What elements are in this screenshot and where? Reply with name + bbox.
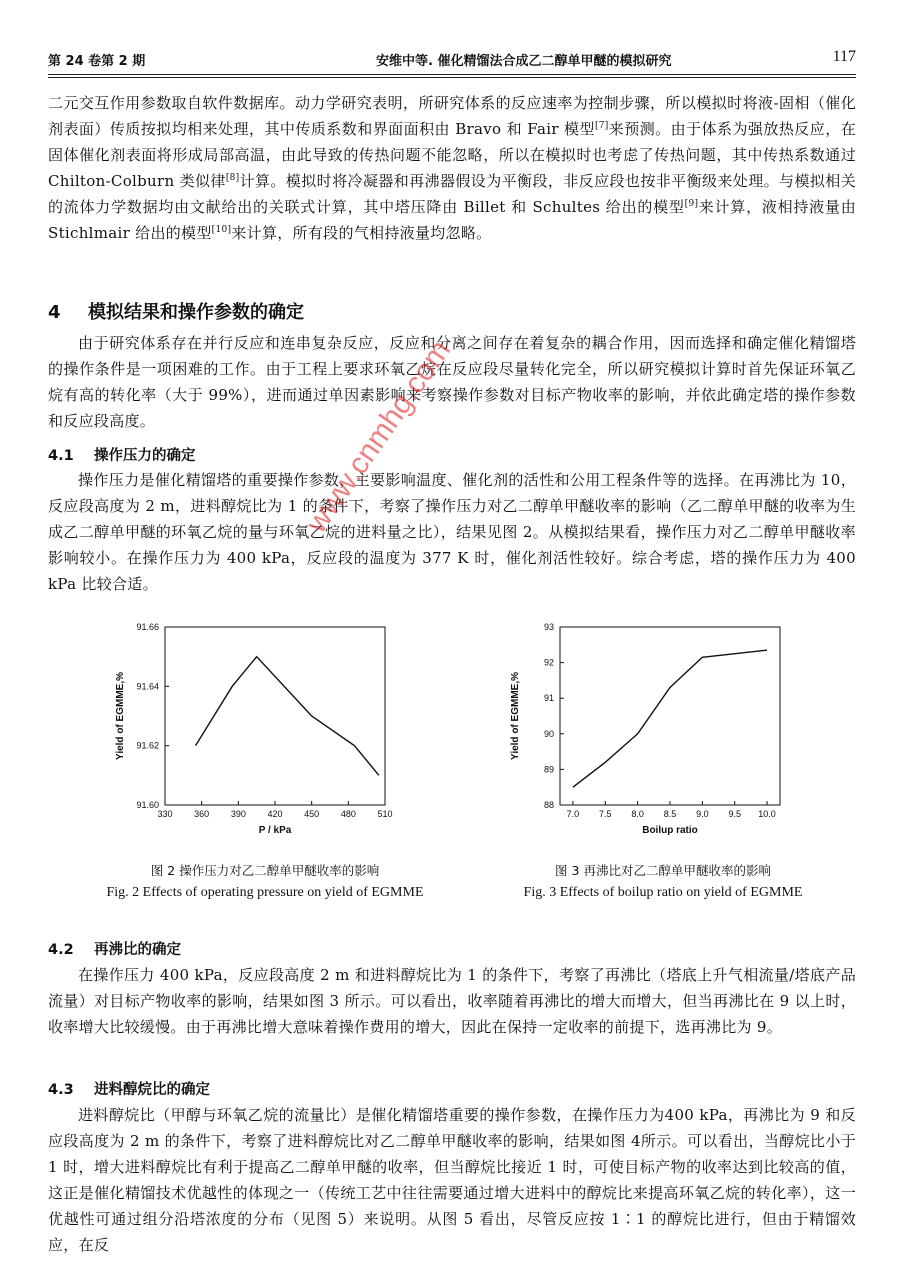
section-4-1-number: 4.1 — [48, 448, 74, 464]
series-line — [573, 650, 767, 787]
section-4-heading — [48, 298, 304, 324]
y-tick-label: 91.60 — [136, 800, 159, 810]
intro-text-e: 来计算，所有段的气相持液量均忽略。 — [231, 224, 492, 242]
x-tick-label: 8.0 — [631, 809, 644, 819]
figure-3-chart — [500, 615, 800, 849]
y-axis-label: Yield of EGMME,% — [115, 672, 126, 760]
figure-2-caption — [60, 860, 470, 904]
y-axis-label: Yield of EGMME,% — [510, 672, 521, 760]
section-4-body — [48, 330, 856, 434]
page-number: 117 — [832, 48, 856, 65]
header-rule — [48, 74, 856, 75]
section-4-3-text: 进料醇烷比（甲醇与环氧乙烷的流量比）是催化精馏塔重要的操作参数，在操作压力为400 kPa，再沸比为 9 和反应段高度为 2 m 的条件下，考察了进料醇烷比对乙二醇单甲醚收率的影响，结果如图 4所示。可以看出，当醇烷比小于 1 时，增大进料醇烷比有利于提高乙二醇单甲醚的收率，但当醇烷比接近 1 时，可使目标产物的收率达到比较高的值，这正是催化精馏技术优越性的体现之一（传统工艺中往往需要通过增大进料中的醇烷比来提高环氧乙烷的转化率），这一优越性可通过组分沿塔浓度的分布（见图 5）来说明。从图 5 看出，尽管反应按 1∶1 的醇烷比进行，但由于精馏效应，在反 — [48, 1106, 856, 1254]
y-tick-label: 90 — [543, 728, 554, 739]
x-tick-label: 390 — [230, 809, 246, 819]
y-tick-label: 91.62 — [136, 740, 159, 751]
watermark: www.cnmhg.com — [300, 334, 458, 539]
figure-3-svg — [500, 615, 800, 845]
figure-2-caption-en: Fig. 2 Effects of operating pressure on yield of EGMME — [106, 885, 424, 900]
figure-2-caption-cn: 图 2 操作压力对乙二醇单甲醚收率的影响 — [150, 863, 380, 878]
figure-2-chart — [105, 615, 405, 849]
figure-3-caption — [478, 860, 848, 904]
intro-text-d: 来计算，液相持液量由 Stichlmair 给出的模型 — [48, 198, 856, 242]
y-tick-label: 92 — [543, 657, 554, 668]
running-header — [48, 44, 856, 74]
x-axis-label: Boilup ratio — [642, 825, 698, 836]
x-tick-label: 9.5 — [728, 809, 741, 819]
section-4-text: 由于研究体系存在并行反应和连串复杂反应，反应和分离之间存在着复杂的耦合作用，因而选择和确定催化精馏塔的操作条件是一项困难的工作。由于工程上要求环氧乙烷在反应段尽量转化完全，所以研究模拟计算时首先保证环氧乙烷有高的转化率（大于 99%），进而通过单因素影响来考察操作参数对目标产物收率的影响，并依此确定塔的操作参数和反应段高度。 — [48, 334, 856, 430]
section-4-number: 4 — [48, 302, 61, 323]
y-tick-label: 88 — [543, 800, 554, 810]
y-tick-label: 91 — [543, 693, 554, 704]
section-4-2-text: 在操作压力 400 kPa，反应段高度 2 m 和进料醇烷比为 1 的条件下，考察了再沸比（塔底上升气相流量/塔底产品流量）对目标产物收率的影响，结果如图 3 所示。可以看出，收率随着再沸比的增大而增大，但当再沸比在 9 以上时，收率增大比较缓慢。由于再沸比增大意味着操作费用的增大，因此在保持一定收率的前提下，选再沸比为 9。 — [48, 966, 856, 1036]
figure-3-caption-en: Fig. 3 Effects of boilup ratio on yield of EGMME — [523, 885, 803, 900]
ref-7: [7] — [594, 121, 609, 131]
section-4-1-text: 操作压力是催化精馏塔的重要操作参数，主要影响温度、催化剂的活性和公用工程条件等的选择。在再沸比为 10，反应段高度为 2 m，进料醇烷比为 1 的条件下，考察了操作压力对乙二醇单甲醚收率的影响（乙二醇单甲醚的收率为生成乙二醇单甲醚的环氧乙烷的量与环氧乙烷的进料量之比），结果见图 2。从模拟结果看，操作压力对乙二醇单甲醚收率影响较小。在操作压力为 400 kPa，反应段的温度为 377 K 时，催化剂活性较好。综合考虑，塔的操作压力为 400 kPa 比较合适。 — [48, 471, 856, 593]
intro-text-b: 来预测。由于体系为强放热反应，在固体催化剂表面将形成局部高温，由此导致的传热问题不能忽略，所以在模拟时也考虑了传热问题，其中传热系数通过 Chilton-Colburn 类似律 — [48, 120, 856, 190]
section-4-1-body — [48, 467, 856, 597]
section-4-3-body — [48, 1102, 856, 1260]
ref-9: [9] — [684, 199, 699, 209]
intro-paragraph — [48, 90, 856, 246]
intro-text-c: 计算。模拟时将冷凝器和再沸器假设为平衡段，非反应段也按非平衡级来处理。与模拟相关的流体力学数据均由文献给出的关联式计算，其中塔压降由 Billet 和 Schultes 给出的模型 — [48, 172, 856, 216]
x-tick-label: 8.5 — [663, 809, 677, 819]
x-tick-label: 450 — [304, 809, 320, 819]
journal-volume: 第 24 卷第 2 期 — [48, 54, 146, 69]
x-tick-label: 420 — [267, 809, 283, 819]
y-tick-label: 89 — [543, 764, 554, 775]
intro-text-a: 二元交互作用参数取自软件数据库。动力学研究表明，所研究体系的反应速率为控制步骤，所以模拟时将液-固相（催化剂表面）传质按拟均相来处理，其中传质系数和界面面积由 Bravo 和 Fair 模型 — [48, 94, 856, 138]
ref-10: [10] — [211, 225, 232, 235]
section-4-2-number: 4.2 — [48, 942, 74, 958]
ref-8: [8] — [225, 173, 240, 183]
figure-2-svg — [105, 615, 405, 845]
x-tick-label: 9.0 — [696, 809, 709, 819]
running-title: 安维中等. 催化精馏法合成乙二醇单甲醚的模拟研究 — [376, 54, 672, 69]
y-tick-label: 91.66 — [136, 622, 159, 632]
section-4-2-body — [48, 962, 856, 1040]
x-tick-label: 330 — [157, 809, 173, 819]
section-4-2-heading — [48, 938, 181, 959]
x-tick-label: 480 — [340, 809, 356, 819]
figure-3-caption-cn: 图 3 再沸比对乙二醇单甲醚收率的影响 — [555, 863, 771, 878]
section-4-1-title: 操作压力的确定 — [94, 448, 196, 464]
y-tick-label: 93 — [543, 622, 554, 632]
section-4-title: 模拟结果和操作参数的确定 — [88, 302, 304, 323]
section-4-3-number: 4.3 — [48, 1082, 74, 1098]
x-tick-label: 10.0 — [758, 809, 776, 819]
section-4-2-title: 再沸比的确定 — [94, 942, 181, 958]
section-4-1-heading — [48, 444, 196, 465]
section-4-3-heading — [48, 1078, 210, 1099]
header-rule-thin — [48, 77, 856, 78]
y-tick-label: 91.64 — [136, 681, 159, 692]
x-tick-label: 7.5 — [599, 809, 612, 819]
x-tick-label: 360 — [194, 809, 210, 819]
x-axis-label: P / kPa — [258, 825, 292, 836]
series-line — [196, 657, 379, 776]
x-tick-label: 510 — [377, 809, 393, 819]
section-4-3-title: 进料醇烷比的确定 — [94, 1082, 210, 1098]
plot-frame — [560, 627, 780, 805]
plot-frame — [165, 627, 385, 805]
x-tick-label: 7.0 — [566, 809, 580, 819]
